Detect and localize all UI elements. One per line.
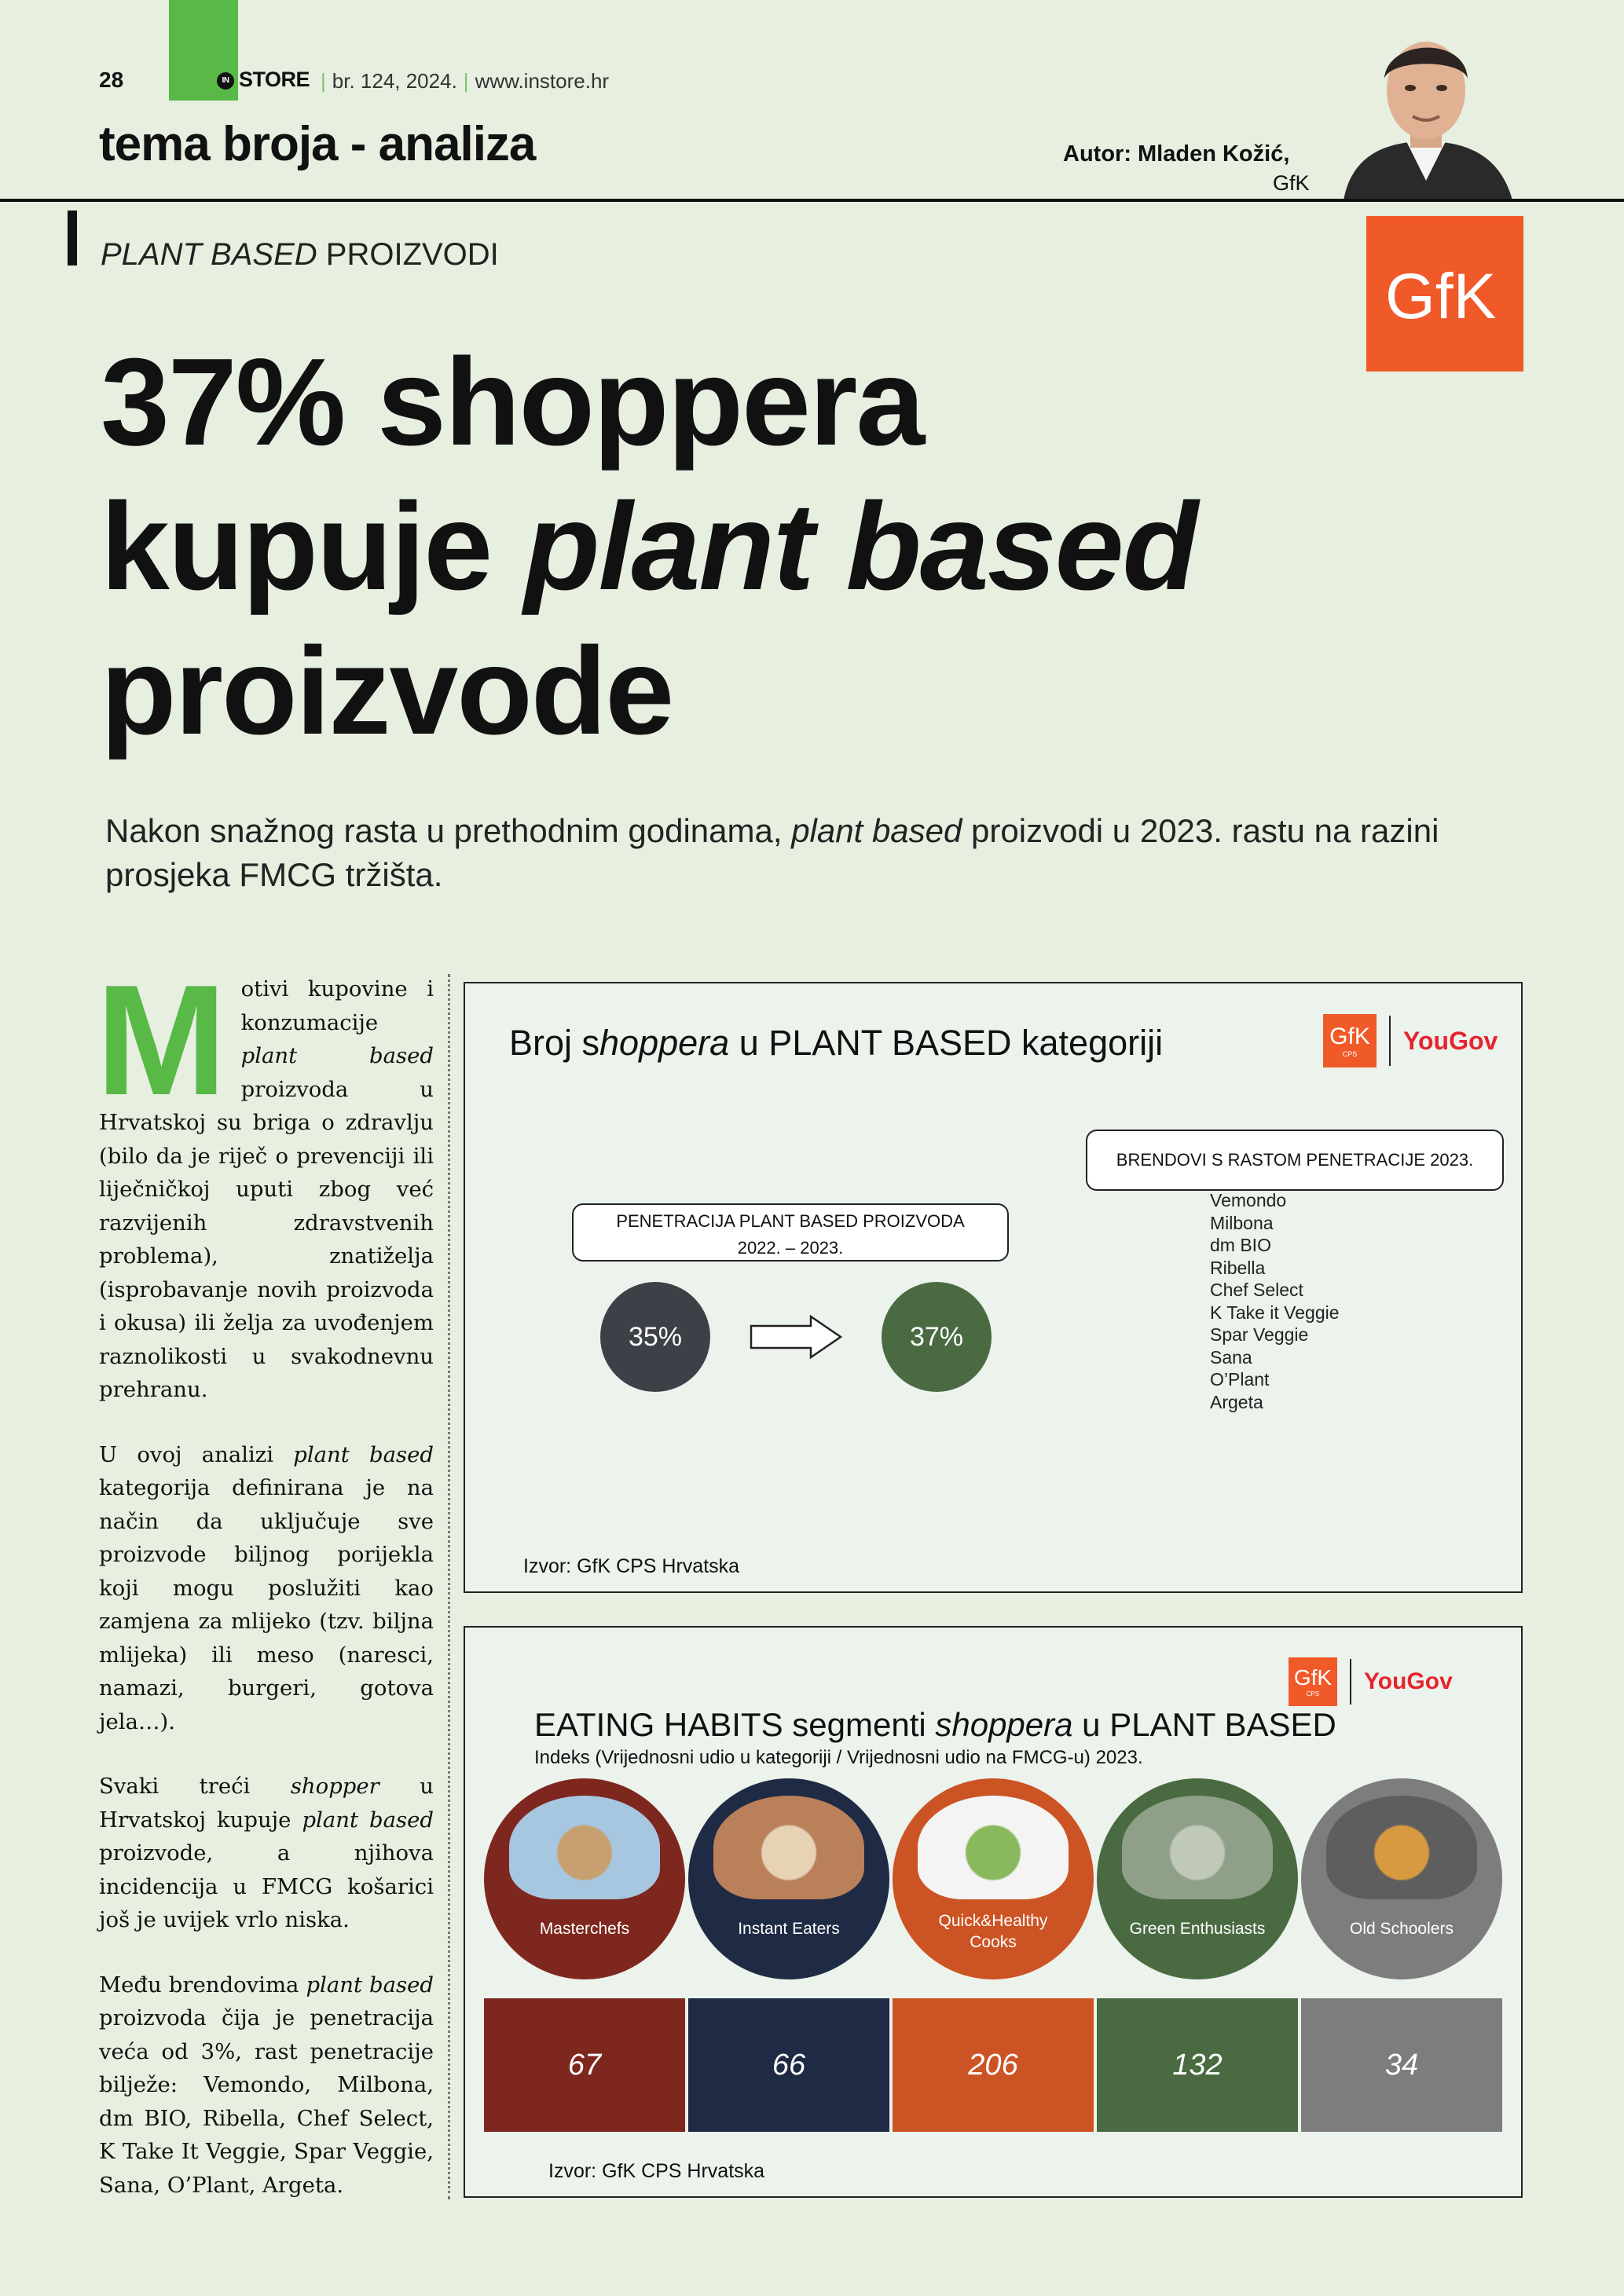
in-logo-icon: IN — [217, 72, 234, 90]
body-column — [96, 953, 434, 2233]
brand-item: Milbona — [1210, 1212, 1274, 1233]
chart2-source: Izvor: GfK CPS Hrvatska — [548, 2160, 765, 2182]
column-divider — [448, 974, 450, 2199]
page-number: 28 — [99, 68, 124, 92]
body-paragraph-3: Svaki treći shopper u Hrvatskoj kupuje plant based proizvode, a njihova incidencija u FMCG košarici još je uvijek vrlo niska. — [99, 1774, 434, 1932]
segment-circle — [1301, 1778, 1502, 1979]
magazine-name: STORE — [239, 68, 310, 91]
segment-circle — [1097, 1778, 1298, 1979]
segment-circle — [484, 1778, 685, 1979]
food-photo — [713, 1796, 864, 1899]
headline-line-1: 37% shoppera — [101, 333, 924, 471]
chart2-title: EATING HABITS segmenti shoppera u PLANT BASED — [534, 1706, 1336, 1743]
segment-label: Instant Eaters — [738, 1920, 840, 1938]
gfk-cps-logo: GfK CPS — [1323, 1014, 1377, 1067]
index-bar: 132 — [1097, 1998, 1298, 2132]
arrow-right-icon — [750, 1315, 844, 1359]
chart2-logos — [1289, 1656, 1453, 1708]
kicker: PLANT BASED PROIZVODI — [101, 237, 499, 272]
index-bar: 67 — [484, 1998, 685, 2132]
segment-label: Quick&Healthy Cooks — [938, 1912, 1048, 1951]
brands-box: BRENDOVI S RASTOM PENETRACIJE 2023. — [1086, 1130, 1504, 1191]
brand-item: O’Plant — [1210, 1369, 1270, 1390]
eating-habits-chart — [464, 1626, 1523, 2198]
yougov-logo: YouGov — [1403, 1026, 1498, 1055]
yougov-logo: YouGov — [1364, 1668, 1453, 1694]
drop-cap: M — [96, 953, 227, 1128]
magazine-logo — [217, 68, 310, 92]
food-photo — [509, 1796, 660, 1899]
chart1-source: Izvor: GfK CPS Hrvatska — [523, 1555, 740, 1577]
body-paragraph-4: Među brendovima plant based proizvoda čija je penetracija veća od 3%, rast penetracije bilježe: Vemondo, Milbona, dm BIO, Ribella, Chef Select, K Take It Veggie, Spar Veggie, Sana, O’Plant, Argeta. — [99, 1972, 434, 2198]
brand-item: Sana — [1210, 1346, 1252, 1368]
headline-line-3: proizvode — [101, 622, 673, 760]
body-paragraph-2: U ovoj analizi plant based kategorija definirana je na način da uključuje sve proizvode biljnog porijekla koji mogu poslužiti kao zamjena za mlijeko (tzv. biljna mlijeka) ili meso (naresci, namazi, burgeri, gotova jela…). — [99, 1441, 434, 1734]
chart1-title: Broj shoppera u PLANT BASED kategoriji — [509, 1023, 1164, 1063]
segment-label: Masterchefs — [539, 1920, 630, 1938]
chart1-logos — [1323, 1013, 1498, 1068]
header-rule — [0, 199, 1624, 202]
author-photo — [1328, 24, 1524, 200]
food-photo — [918, 1796, 1069, 1899]
issue-line: | br. 124, 2024. | www.instore.hr — [321, 69, 610, 93]
penetration-2023-circle: 37% — [882, 1282, 992, 1392]
gfk-cps-logo: GfK CPS — [1289, 1657, 1337, 1706]
brand-item: Argeta — [1210, 1391, 1263, 1412]
brand-item: dm BIO — [1210, 1235, 1271, 1255]
lead-paragraph: Nakon snažnog rasta u prethodnim godinama, plant based proizvodi u 2023. rastu na razini prosjeka FMCG tržišta. — [105, 812, 1439, 893]
segment-label: Old Schoolers — [1350, 1920, 1454, 1938]
brands-list — [1210, 1189, 1340, 1413]
brand-item: K Take it Veggie — [1210, 1302, 1340, 1323]
body-paragraph-1: Motivi kupovine i konzumacije plant based proizvoda u Hrvatskoj su briga o zdravlju (bilo da je riječ o prevenciji ili liječničkoj uputi zbog već razvijenih zdravstvenih problema), znatiželja (isprobavanje novih proizvoda i okusa) ili želja za uvođenjem raznolikosti u svakodnevnu prehranu. — [96, 953, 434, 1402]
brand-item: Vemondo — [1210, 1190, 1287, 1210]
kicker-bar — [68, 211, 77, 265]
brand-item: Spar Veggie — [1210, 1324, 1309, 1345]
index-bar: 66 — [688, 1998, 889, 2132]
chart2-subtitle: Indeks (Vrijednosni udio u kategoriji / Vrijednosni udio na FMCG-u) 2023. — [534, 1747, 1143, 1768]
segment-circle — [688, 1778, 889, 1979]
website-link[interactable]: www.instore.hr — [475, 69, 610, 93]
food-photo — [1122, 1796, 1273, 1899]
issue-number: br. 124, 2024. — [332, 69, 457, 93]
brand-item: Ribella — [1210, 1257, 1266, 1278]
index-bar: 34 — [1301, 1998, 1502, 2132]
segment-circle — [893, 1778, 1094, 1979]
food-photo — [1326, 1796, 1477, 1899]
brand-item: Chef Select — [1210, 1280, 1303, 1300]
penetration-box: PENETRACIJA PLANT BASED PROIZVODA 2022. – 2023. — [572, 1203, 1009, 1262]
headline: 37% shoppera kupuje plant based proizvode — [101, 333, 1197, 760]
author-org: GfK — [1273, 171, 1310, 195]
section-title: tema broja - analiza — [99, 117, 536, 171]
index-bar: 206 — [893, 1998, 1094, 2132]
gfk-logo: GfK — [1366, 216, 1523, 372]
author-name: Autor: Mladen Kožić, — [1063, 141, 1290, 167]
shoppers-chart — [464, 982, 1523, 1593]
segment-label: Green Enthusiasts — [1129, 1920, 1266, 1938]
penetration-2022-circle: 35% — [600, 1282, 710, 1392]
